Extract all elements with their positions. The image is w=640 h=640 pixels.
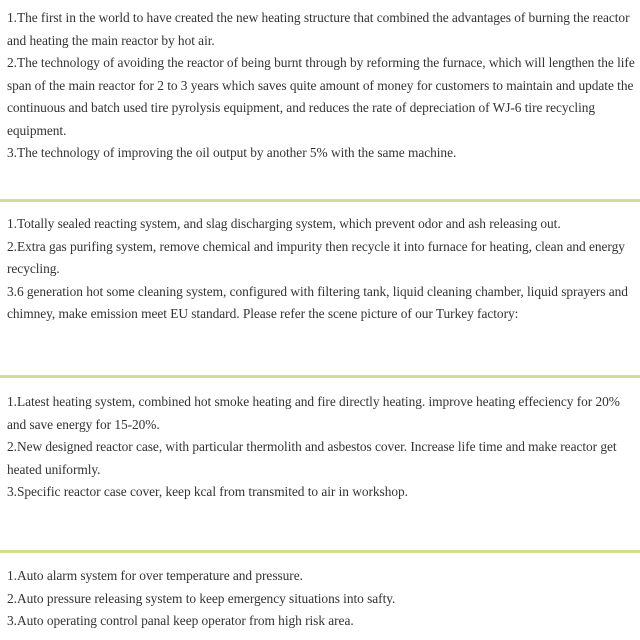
feature-item: 1.Totally sealed reacting system, and slag discharging system, which prevent odor and ash releasing out.	[7, 216, 561, 231]
feature-item: 2.Extra gas purifing system, remove chemical and impurity then recycle it into furnace for heating, clean and energy recycling.	[7, 238, 625, 276]
feature-item: 2.The technology of avoiding the reactor of being burnt through by reforming the furnace, which will lengthen the life span of the main reactor for 2 to 3 years which saves quite amount of money for customers to maintain and update the continuous and batch used tire pyrolysis equipment, and reduces the rate of depreciation of WJ-6 tire recycling equipment.	[7, 55, 635, 138]
feature-item: 1.Auto alarm system for over temperature and pressure.	[7, 568, 303, 583]
section-divider	[0, 375, 640, 378]
feature-item: 2.New designed reactor case, with particular thermolith and asbestos cover. Increase life time and make reactor get heated uniformly.	[7, 439, 617, 477]
section-divider	[0, 199, 640, 202]
feature-item: 3.The technology of improving the oil output by another 5% with the same machine.	[7, 145, 457, 160]
features-section-heating	[0, 7, 640, 165]
feature-item: 1.Latest heating system, combined hot smoke heating and fire directly heating. improve heating effeciency for 20% and save energy for 15-20%.	[7, 394, 620, 432]
section-divider	[0, 550, 640, 553]
feature-item: 3.6 generation hot some cleaning system, configured with filtering tank, liquid cleaning chamber, liquid sprayers and chimney, make emission meet EU standard. Please refer the scene picture of our Turkey factory:	[7, 283, 628, 321]
features-section-environment	[0, 213, 640, 326]
feature-item: 3.Auto operating control panal keep operator from high risk area.	[7, 613, 354, 628]
feature-item: 3.Specific reactor case cover, keep kcal from transmited to air in workshop.	[7, 484, 408, 499]
features-section-safety	[0, 565, 640, 633]
feature-item: 2.Auto pressure releasing system to keep emergency situations into safty.	[7, 590, 396, 606]
feature-item: 1.The first in the world to have created the new heating structure that combined the advantages of burning the reactor and heating the main reactor by hot air.	[7, 10, 630, 48]
features-section-energy	[0, 391, 640, 504]
